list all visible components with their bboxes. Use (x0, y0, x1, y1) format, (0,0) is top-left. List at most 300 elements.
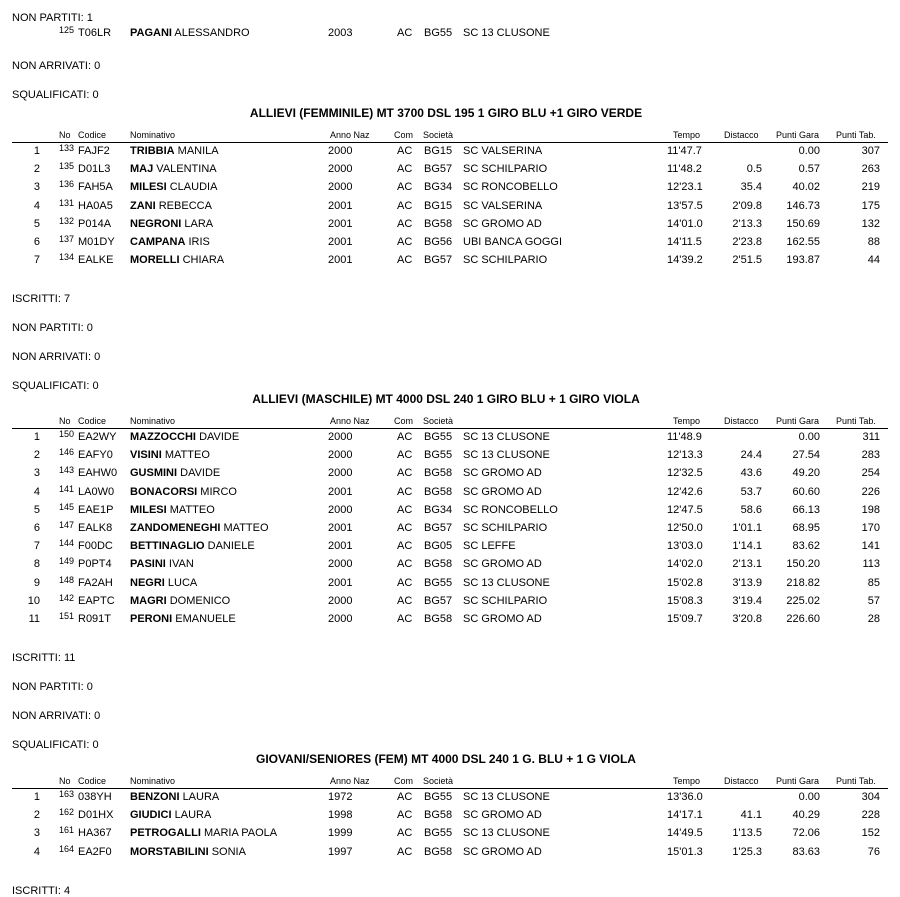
cell-tab: 132 (861, 217, 880, 230)
cell-naz: BG15 (424, 199, 453, 212)
cell-pos: 4 (33, 845, 40, 858)
table-row (0, 163, 900, 181)
cell-athlete-name (130, 163, 217, 175)
header-club: Società (423, 130, 454, 140)
cell-time: 12'50.0 (667, 522, 703, 534)
cell-code: D01L3 (78, 163, 111, 176)
cell-com: AC (397, 254, 413, 267)
cell-year: 2000 (328, 449, 353, 462)
cell-com: AC (397, 199, 413, 212)
cell-year: 2000 (328, 181, 353, 194)
cell-athlete-name (130, 827, 277, 839)
header-tab: Punti Tab. (836, 416, 876, 426)
cell-time: 11'48.2 (667, 163, 702, 176)
cell-code: P0PT4 (78, 558, 112, 571)
cell-time: 14'11.5 (667, 236, 702, 248)
cell-year: 2000 (328, 431, 353, 443)
cell-com: AC (397, 467, 413, 480)
cell-points: 0.00 (798, 145, 820, 157)
cell-pos: 2 (33, 163, 40, 176)
cell-pos: 11 (28, 613, 40, 625)
cell-naz: BG55 (424, 827, 453, 840)
header-name: Nominativo (130, 416, 176, 426)
cell-time: 15'01.3 (667, 845, 703, 858)
athlete-surname: CAMPANA (130, 236, 186, 248)
athlete-surname: NEGRI (130, 576, 165, 589)
cell-points: 150.69 (786, 217, 820, 230)
table-row (0, 145, 900, 163)
cell-naz: BG55 (424, 27, 453, 39)
header-year_naz: Anno Naz (330, 130, 370, 140)
cell-code: EA2F0 (78, 845, 112, 858)
table-row (0, 215, 900, 236)
cell-tab: 170 (861, 522, 880, 534)
cell-athlete-name (130, 200, 212, 212)
header-time: Tempo (673, 416, 701, 426)
cell-com: AC (397, 594, 413, 607)
table-row (0, 558, 900, 576)
athlete-firstname: DANIELE (207, 540, 255, 553)
cell-gap: 3'19.4 (732, 594, 762, 607)
cell-year: 2000 (328, 145, 353, 157)
cell-no: 125 (58, 25, 74, 35)
header-tab: Punti Tab. (836, 776, 876, 786)
cell-gap: 2'23.8 (732, 236, 762, 248)
table-row (0, 483, 900, 504)
cell-pos: 1 (33, 791, 40, 803)
cell-tab: 44 (867, 254, 880, 267)
cell-club: SC GROMO AD (463, 613, 542, 625)
athlete-firstname: LAURA (182, 791, 220, 803)
table-row (0, 27, 900, 45)
cell-pos: 4 (33, 199, 40, 212)
header-name: Nominativo (130, 776, 176, 786)
cell-pos: 3 (33, 467, 40, 480)
cell-code: EAE1P (78, 503, 114, 516)
cell-club: SC RONCOBELLO (463, 503, 558, 516)
cell-time: 12'42.6 (667, 485, 703, 498)
cell-com: AC (397, 27, 413, 39)
header-year_naz: Anno Naz (330, 776, 370, 786)
header-points: Punti Gara (776, 130, 820, 140)
cell-no: 137 (58, 234, 74, 244)
cell-pos: 6 (33, 236, 40, 248)
cell-year: 2001 (328, 576, 353, 589)
cell-tab: 175 (861, 199, 880, 212)
cell-gap: 2'09.8 (732, 199, 762, 212)
cell-tab: 57 (867, 594, 880, 607)
table-row (0, 449, 900, 467)
cell-naz: BG58 (424, 845, 453, 858)
athlete-surname: GIUDICI (130, 809, 172, 822)
cell-athlete-name (130, 846, 246, 858)
athlete-firstname: DAVIDE (199, 431, 240, 443)
header-com: Com (394, 130, 414, 140)
athlete-firstname: EMANUELE (175, 613, 236, 625)
cell-code: HA0A5 (78, 199, 113, 212)
cell-naz: BG55 (424, 449, 453, 462)
cell-tab: 254 (861, 467, 880, 480)
cell-naz: BG34 (424, 181, 453, 194)
cell-no: 146 (58, 447, 74, 458)
table-row (0, 592, 900, 613)
table-row (0, 613, 900, 631)
cell-club: SC SCHILPARIO (463, 163, 548, 176)
cell-code: EALK8 (78, 522, 113, 534)
cell-year: 2000 (328, 594, 353, 607)
cell-points: 60.60 (792, 485, 820, 498)
cell-year: 1998 (328, 809, 353, 822)
cell-points: 0.57 (798, 163, 820, 176)
athlete-firstname: DOMENICO (169, 594, 231, 607)
cell-athlete-name (130, 595, 230, 607)
cell-athlete-name (130, 613, 236, 625)
cell-gap: 41.1 (740, 809, 762, 822)
cell-pos: 1 (33, 431, 40, 443)
cell-tab: 263 (861, 163, 880, 176)
header-gap: Distacco (724, 130, 759, 140)
table-row (0, 254, 900, 272)
cell-no: 149 (58, 556, 74, 567)
cell-time: 13'57.5 (667, 199, 703, 212)
cell-time: 13'03.0 (667, 540, 703, 553)
cell-gap: 1'13.5 (732, 827, 762, 840)
cell-points: 218.82 (786, 576, 820, 589)
cell-time: 12'47.5 (667, 503, 703, 516)
cell-code: EAHW0 (78, 467, 118, 480)
cell-gap: 3'20.8 (732, 613, 762, 625)
cell-code: FA2AH (78, 576, 113, 589)
cell-club: SC SCHILPARIO (463, 522, 548, 534)
cell-gap: 24.4 (740, 449, 762, 462)
cell-naz: BG34 (424, 503, 453, 516)
summary-line: NON ARRIVATI: 0 (12, 710, 101, 723)
cell-code: FAJF2 (78, 145, 110, 157)
cell-year: 1997 (328, 845, 353, 858)
cell-athlete-name (130, 486, 237, 498)
cell-time: 15'08.3 (667, 594, 703, 607)
cell-naz: BG58 (424, 558, 453, 571)
cell-code: P014A (78, 217, 112, 230)
cell-time: 11'47.7 (667, 145, 702, 157)
cell-year: 1972 (328, 791, 353, 803)
cell-com: AC (397, 449, 413, 462)
cell-com: AC (397, 613, 413, 625)
summary-line: NON ARRIVATI: 0 (12, 60, 101, 72)
cell-naz: BG57 (424, 594, 453, 607)
table-row (0, 431, 900, 449)
header-rule (12, 142, 888, 143)
cell-code: EALKE (78, 254, 114, 267)
cell-athlete-name (130, 27, 250, 39)
cell-points: 72.06 (792, 827, 820, 840)
cell-points: 83.62 (792, 540, 820, 553)
athlete-surname: PAGANI (130, 27, 172, 39)
cell-club: SC RONCOBELLO (463, 181, 558, 194)
cell-club: SC 13 CLUSONE (463, 27, 550, 39)
cell-year: 2003 (328, 27, 353, 39)
athlete-surname: BONACORSI (130, 485, 198, 498)
athlete-surname: GUSMINI (130, 467, 178, 480)
section-title: GIOVANI/SENIORES (FEM) MT 4000 DSL 240 1 G. BLU + 1 G VIOLA (256, 752, 636, 766)
cell-naz: BG56 (424, 236, 453, 248)
cell-year: 2001 (328, 217, 353, 230)
cell-year: 1999 (328, 827, 353, 840)
athlete-surname: VISINI (130, 449, 162, 462)
cell-year: 2001 (328, 540, 353, 553)
header-name: Nominativo (130, 130, 176, 140)
cell-gap: 3'13.9 (732, 576, 762, 589)
cell-points: 66.13 (792, 503, 820, 516)
athlete-firstname: IRIS (188, 236, 210, 248)
cell-club: SC GROMO AD (463, 809, 542, 822)
table-row (0, 574, 900, 595)
athlete-surname: MORELLI (130, 254, 180, 267)
cell-points: 162.55 (786, 236, 820, 248)
cell-tab: 76 (867, 845, 880, 858)
athlete-firstname: LAURA (174, 809, 212, 822)
header-points: Punti Gara (776, 776, 820, 786)
cell-no: 151 (58, 611, 74, 621)
cell-no: 162 (58, 807, 74, 818)
cell-com: AC (397, 163, 413, 176)
athlete-firstname: MATTEO (223, 522, 269, 534)
header-code: Codice (78, 776, 107, 786)
cell-com: AC (397, 576, 413, 589)
cell-athlete-name (130, 449, 210, 461)
header-no: No (59, 130, 71, 140)
cell-year: 2001 (328, 254, 353, 267)
cell-naz: BG15 (424, 145, 453, 157)
cell-com: AC (397, 845, 413, 858)
athlete-firstname: MATTEO (169, 503, 215, 516)
cell-no: 133 (58, 143, 74, 153)
cell-athlete-name (130, 809, 211, 821)
summary-line: SQUALIFICATI: 0 (12, 739, 99, 752)
athlete-firstname: MATTEO (164, 449, 210, 462)
cell-no: 147 (58, 520, 74, 530)
athlete-firstname: LUCA (167, 576, 198, 589)
cell-club: SC GROMO AD (463, 485, 542, 498)
cell-tab: 88 (867, 236, 880, 248)
cell-time: 14'49.5 (667, 827, 703, 840)
header-time: Tempo (673, 776, 701, 786)
cell-athlete-name (130, 791, 219, 803)
cell-pos: 4 (33, 485, 40, 498)
cell-athlete-name (130, 540, 255, 552)
header-code: Codice (78, 130, 107, 140)
section-title: ALLIEVI (MASCHILE) MT 4000 DSL 240 1 GIRO BLU + 1 GIRO VIOLA (252, 392, 640, 406)
cell-no: 131 (58, 197, 74, 208)
cell-time: 12'23.1 (667, 181, 703, 194)
summary-line: ISCRITTI: 11 (12, 652, 76, 665)
cell-code: EA2WY (78, 431, 117, 443)
cell-code: LA0W0 (78, 485, 115, 498)
cell-year: 2000 (328, 613, 353, 625)
cell-com: AC (397, 236, 413, 248)
cell-tab: 307 (861, 145, 880, 157)
cell-naz: BG58 (424, 613, 453, 625)
cell-time: 11'48.9 (667, 431, 702, 443)
cell-gap: 1'14.1 (732, 540, 762, 553)
cell-pos: 3 (33, 827, 40, 840)
header-club: Società (423, 416, 454, 426)
cell-time: 12'32.5 (667, 467, 703, 480)
table-row (0, 809, 900, 827)
cell-naz: BG58 (424, 485, 453, 498)
table-row (0, 181, 900, 199)
cell-gap: 2'13.1 (732, 558, 762, 571)
cell-naz: BG57 (424, 254, 453, 267)
cell-athlete-name (130, 504, 215, 516)
cell-code: FAH5A (78, 181, 113, 194)
cell-club: SC GROMO AD (463, 558, 542, 571)
cell-club: UBI BANCA GOGGI (463, 236, 563, 248)
summary-line: NON PARTITI: 0 (12, 322, 93, 335)
athlete-firstname: SONIA (211, 845, 246, 858)
table-row (0, 467, 900, 485)
table-row (0, 236, 900, 254)
cell-time: 14'17.1 (667, 809, 703, 822)
athlete-surname: PERONI (130, 613, 173, 625)
cell-points: 49.20 (792, 467, 820, 480)
summary-line: ISCRITTI: 4 (12, 884, 71, 897)
cell-club: SC VALSERINA (463, 145, 543, 157)
cell-points: 150.20 (786, 558, 820, 571)
athlete-surname: ZANDOMENEGHI (130, 522, 221, 534)
athlete-surname: NEGRONI (130, 217, 182, 230)
cell-year: 2001 (328, 236, 353, 248)
cell-year: 2001 (328, 522, 353, 534)
cell-time: 14'02.0 (667, 558, 703, 571)
cell-points: 40.29 (792, 809, 820, 822)
cell-com: AC (397, 540, 413, 553)
athlete-surname: MILESI (130, 503, 167, 516)
cell-club: SC 13 CLUSONE (463, 576, 550, 589)
cell-club: SC GROMO AD (463, 217, 542, 230)
cell-tab: 152 (861, 827, 880, 840)
cell-naz: BG58 (424, 467, 453, 480)
cell-club: SC GROMO AD (463, 845, 542, 858)
cell-code: M01DY (78, 236, 115, 248)
cell-no: 150 (58, 429, 74, 439)
cell-points: 0.00 (798, 791, 820, 803)
athlete-firstname: MIRCO (200, 485, 237, 498)
cell-naz: BG55 (424, 576, 453, 589)
cell-pos: 6 (33, 522, 40, 534)
athlete-firstname: DAVIDE (180, 467, 221, 480)
cell-no: 132 (58, 215, 74, 226)
cell-pos: 7 (33, 254, 40, 267)
summary-line: NON ARRIVATI: 0 (12, 351, 101, 364)
athlete-surname: TRIBBIA (130, 145, 175, 157)
cell-gap: 1'25.3 (732, 845, 762, 858)
cell-tab: 198 (861, 503, 880, 516)
cell-no: 163 (58, 789, 74, 799)
header-year_naz: Anno Naz (330, 416, 370, 426)
header-no: No (59, 416, 71, 426)
cell-code: HA367 (78, 827, 112, 840)
cell-pos: 8 (33, 558, 40, 571)
athlete-firstname: CHIARA (182, 254, 225, 267)
cell-points: 40.02 (792, 181, 820, 194)
cell-com: AC (397, 503, 413, 516)
cell-tab: 28 (867, 613, 880, 625)
table-row (0, 791, 900, 809)
cell-naz: BG55 (424, 791, 453, 803)
cell-club: SC 13 CLUSONE (463, 449, 550, 462)
cell-pos: 10 (27, 594, 40, 607)
table-row (0, 501, 900, 522)
cell-no: 141 (58, 483, 74, 494)
cell-club: SC 13 CLUSONE (463, 827, 550, 840)
cell-points: 146.73 (786, 199, 820, 212)
cell-code: EAFY0 (78, 449, 113, 462)
cell-no: 145 (58, 501, 74, 512)
athlete-firstname: IVAN (168, 558, 194, 571)
cell-gap: 1'01.1 (732, 522, 762, 534)
athlete-firstname: ALESSANDRO (174, 27, 250, 39)
cell-gap: 58.6 (740, 503, 762, 516)
cell-naz: BG58 (424, 809, 453, 822)
athlete-surname: MAZZOCCHI (130, 431, 196, 443)
cell-club: SC 13 CLUSONE (463, 431, 550, 443)
cell-athlete-name (130, 577, 197, 589)
athlete-surname: BETTINAGLIO (130, 540, 205, 553)
cell-points: 83.63 (792, 845, 820, 858)
cell-pos: 5 (33, 217, 40, 230)
cell-com: AC (397, 217, 413, 230)
cell-pos: 2 (33, 809, 40, 822)
athlete-firstname: MARIA PAOLA (203, 827, 278, 840)
cell-tab: 219 (861, 181, 880, 194)
cell-no: 161 (58, 825, 74, 836)
cell-athlete-name (130, 431, 239, 443)
header-rule (12, 788, 888, 789)
cell-com: AC (397, 485, 413, 498)
cell-no: 144 (58, 538, 74, 549)
cell-code: R091T (78, 613, 112, 625)
header-gap: Distacco (724, 776, 759, 786)
cell-time: 15'02.8 (667, 576, 703, 589)
cell-year: 2001 (328, 199, 353, 212)
cell-no: 134 (58, 252, 74, 263)
cell-naz: BG55 (424, 431, 453, 443)
cell-tab: 304 (861, 791, 880, 803)
cell-pos: 1 (33, 145, 40, 157)
cell-naz: BG57 (424, 522, 453, 534)
athlete-surname: MORSTABILINI (130, 845, 209, 858)
cell-gap: 2'13.3 (732, 217, 762, 230)
cell-points: 68.95 (792, 522, 820, 534)
cell-tab: 228 (861, 809, 880, 822)
cell-gap: 35.4 (740, 181, 762, 194)
cell-com: AC (397, 145, 413, 157)
cell-year: 2000 (328, 467, 353, 480)
cell-code: D01HX (78, 809, 114, 822)
cell-tab: 141 (861, 540, 880, 553)
cell-club: SC VALSERINA (463, 199, 543, 212)
athlete-firstname: VALENTINA (156, 163, 217, 176)
athlete-firstname: REBECCA (158, 199, 212, 212)
cell-code: 038YH (78, 791, 112, 803)
cell-pos: 7 (33, 540, 40, 553)
cell-no: 148 (58, 574, 74, 585)
cell-naz: BG57 (424, 163, 453, 176)
athlete-surname: MILESI (130, 181, 167, 194)
header-code: Codice (78, 416, 107, 426)
cell-athlete-name (130, 254, 224, 266)
